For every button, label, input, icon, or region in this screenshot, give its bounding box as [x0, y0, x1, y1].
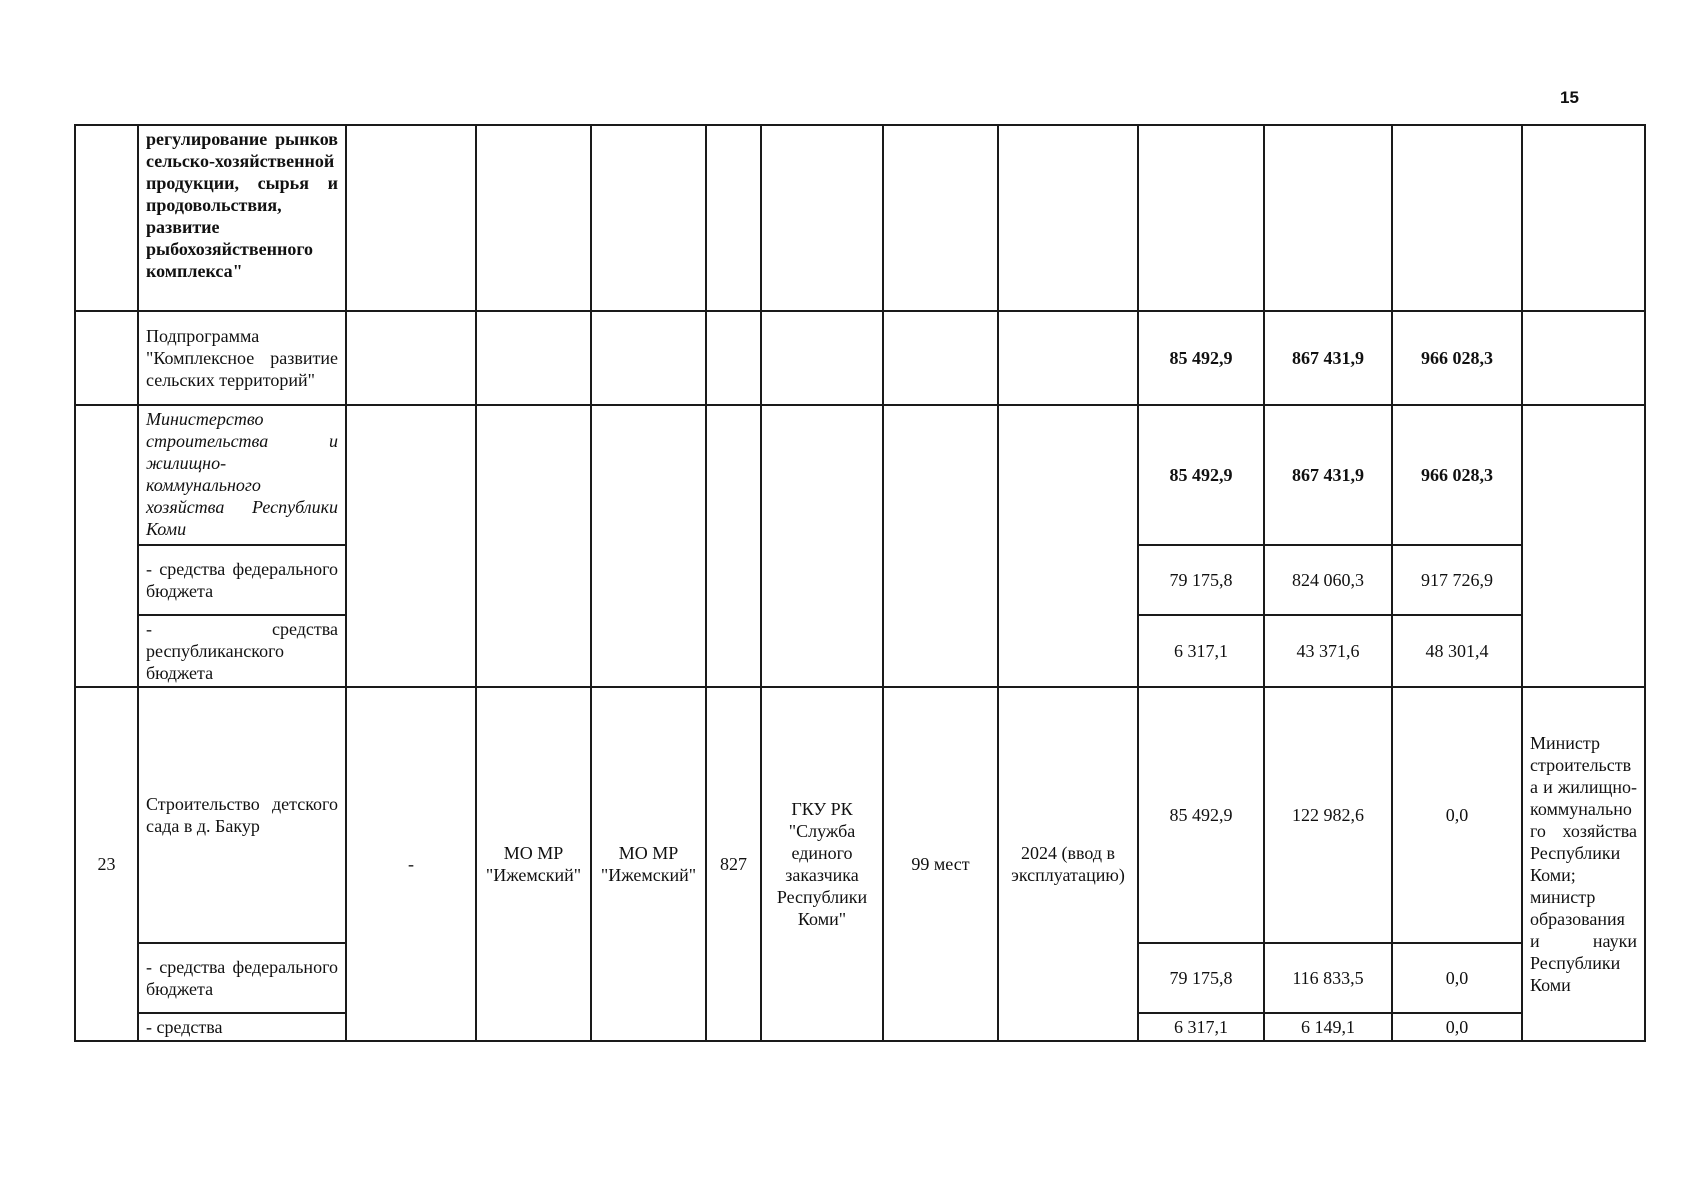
table-row [75, 687, 1645, 943]
empty-cell [998, 125, 1138, 311]
empty-cell [706, 125, 761, 311]
funding-source-federal: - средства федерального бюджета [138, 545, 346, 615]
value-year-2: 867 431,9 [1264, 311, 1392, 405]
empty-cell [883, 125, 998, 311]
object-title: Строительство детского сада в д. Бакур [138, 687, 346, 943]
empty-cell [591, 125, 706, 311]
empty-cell [761, 311, 883, 405]
empty-cell [346, 125, 476, 311]
kbk-code-cell: 827 [706, 687, 761, 1041]
empty-cell [1392, 125, 1522, 311]
empty-cell [1264, 125, 1392, 311]
value-year-1: 85 492,9 [1138, 405, 1264, 545]
empty-cell [476, 405, 591, 687]
capacity-cell: 99 мест [883, 687, 998, 1041]
empty-cell [998, 405, 1138, 687]
value-year-3: 966 028,3 [1392, 405, 1522, 545]
value-year-1: 79 175,8 [1138, 943, 1264, 1013]
empty-cell [761, 125, 883, 311]
empty-cell [1522, 405, 1645, 687]
empty-cell [883, 405, 998, 687]
program-table [74, 124, 1646, 1042]
empty-cell [591, 405, 706, 687]
page-number: 15 [1560, 88, 1579, 107]
value-year-1: 85 492,9 [1138, 687, 1264, 943]
empty-cell [706, 311, 761, 405]
empty-cell [346, 405, 476, 687]
value-year-3: 0,0 [1392, 687, 1522, 943]
value-year-2: 122 982,6 [1264, 687, 1392, 943]
empty-cell [591, 311, 706, 405]
value-year-3: 0,0 [1392, 943, 1522, 1013]
empty-cell [1522, 125, 1645, 311]
row-number: 23 [75, 687, 138, 1041]
value-year-2: 867 431,9 [1264, 405, 1392, 545]
empty-cell [346, 311, 476, 405]
table-row [75, 125, 1645, 311]
value-year-3: 48 301,4 [1392, 615, 1522, 687]
empty-cell [706, 405, 761, 687]
empty-cell [1522, 311, 1645, 405]
table-row [75, 311, 1645, 405]
value-year-1: 6 317,1 [1138, 615, 1264, 687]
value-year-1: 85 492,9 [1138, 311, 1264, 405]
row-title: регулирование рынков сельско-хозяйственной продукции, сырья и продовольствия, развитие рыбохозяйственного комплекса" [138, 125, 346, 311]
ministry-title: Министерство строительства и жилищно-коммунального хозяйства Республики Коми [138, 405, 346, 545]
municipality-cell: МО МР "Ижемский" [476, 687, 591, 1041]
empty-cell [476, 125, 591, 311]
value-year-3: 917 726,9 [1392, 545, 1522, 615]
empty-cell [476, 311, 591, 405]
empty-cell [761, 405, 883, 687]
row-number-cell [75, 125, 138, 311]
municipality-cell-2: МО МР "Ижемский" [591, 687, 706, 1041]
responsible-cell: Министр строительства и жилищно-коммунального хозяйства Республики Коми; министр образования и науки Республики Коми [1522, 687, 1645, 1041]
value-year-2: 43 371,6 [1264, 615, 1392, 687]
value-year-2: 116 833,5 [1264, 943, 1392, 1013]
commissioning-year-cell: 2024 (ввод в эксплуатацию) [998, 687, 1138, 1041]
row-number-cell [75, 405, 138, 687]
value-year-2: 6 149,1 [1264, 1013, 1392, 1041]
table-row [75, 405, 1645, 545]
customer-cell: ГКУ РК "Служба единого заказчика Республики Коми" [761, 687, 883, 1041]
funding-source-republican: - средства [138, 1013, 346, 1041]
value-year-2: 824 060,3 [1264, 545, 1392, 615]
empty-cell [1138, 125, 1264, 311]
value-year-3: 966 028,3 [1392, 311, 1522, 405]
code-cell: - [346, 687, 476, 1041]
empty-cell [883, 311, 998, 405]
value-year-1: 6 317,1 [1138, 1013, 1264, 1041]
empty-cell [998, 311, 1138, 405]
funding-source-republican: - средства республиканского бюджета [138, 615, 346, 687]
subprogram-title: Подпрограмма "Комплексное развитие сельских территорий" [138, 311, 346, 405]
row-number-cell [75, 311, 138, 405]
value-year-1: 79 175,8 [1138, 545, 1264, 615]
funding-source-federal: - средства федерального бюджета [138, 943, 346, 1013]
value-year-3: 0,0 [1392, 1013, 1522, 1041]
